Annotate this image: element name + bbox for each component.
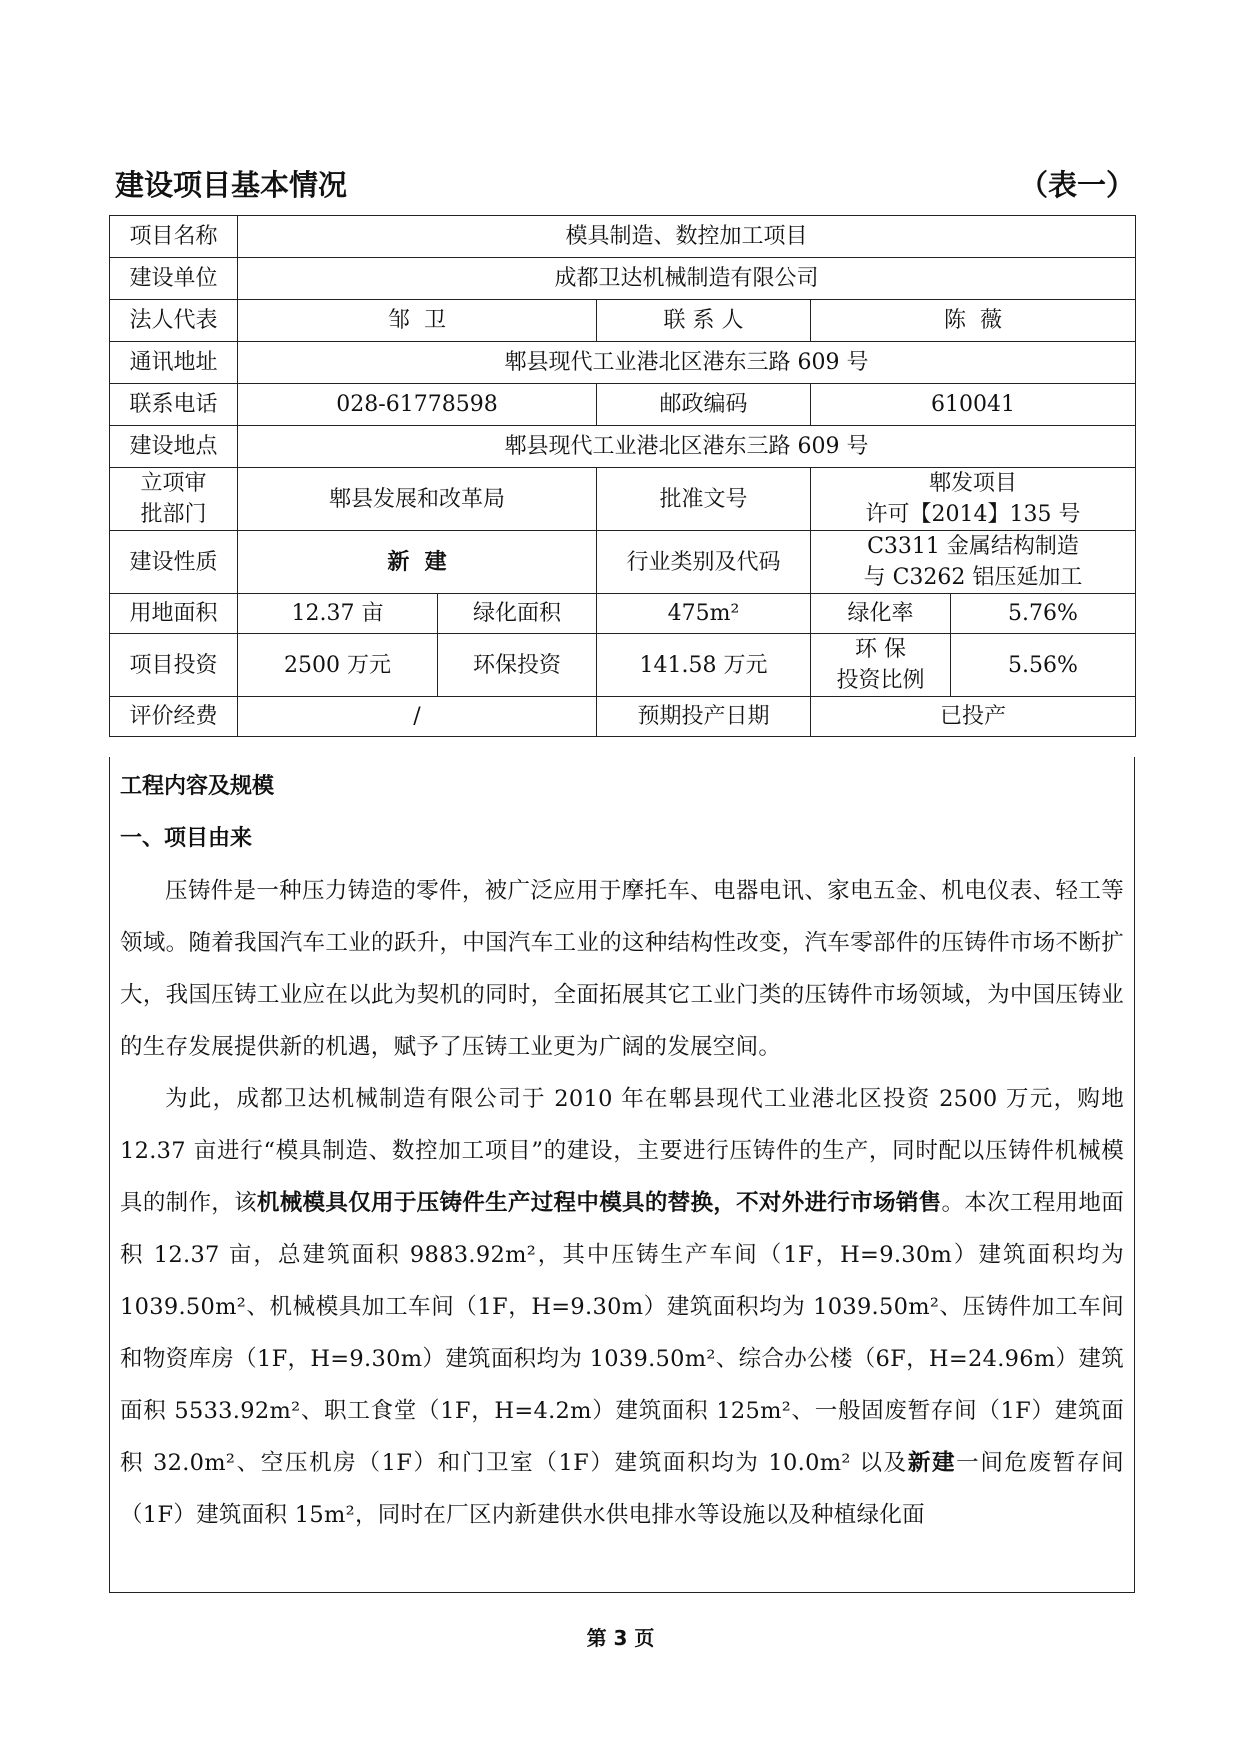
- phone-label: 联系电话: [110, 384, 238, 426]
- paragraph-2: [120, 1073, 1124, 1541]
- legal-rep: 邹 卫: [238, 300, 597, 342]
- eval-fee: /: [238, 697, 597, 737]
- address-label: 通讯地址: [110, 342, 238, 384]
- title-row: [115, 163, 1135, 203]
- table-row: [110, 468, 1136, 531]
- investment: 2500 万元: [238, 634, 438, 697]
- env-ratio: 5.56%: [951, 634, 1136, 697]
- table-row: [110, 634, 1136, 697]
- paragraph-2-bold: 机械模具仅用于压铸件生产过程中模具的替换，不对外进行市场销售: [256, 1190, 942, 1216]
- project-name: 模具制造、数控加工项目: [238, 216, 1136, 258]
- land-area-label: 用地面积: [110, 594, 238, 634]
- land-area: 12.37 亩: [238, 594, 438, 634]
- approval-no-line1: 郫发项目: [928, 471, 1017, 496]
- contact-label: 联 系 人: [597, 300, 811, 342]
- page-number: 第 3 页: [586, 1626, 655, 1650]
- approval-dept: 郫县发展和改革局: [238, 468, 597, 531]
- paragraph-2-part-b: 。本次工程用地面积 12.37 亩，总建筑面积 9883.92m²，其中压铸生产车间（1F，H=9.30m）建筑面积均为 1039.50m²、机械模具加工车间（1F，H=9.30m）建筑面积均为 1039.50m²、压铸件加工车间和物资库房（1F，H=9.30m）建筑面积均为 1039.50m²、综合办公楼（6F，H=24.96m）建筑面积 5533.92m²、职工食堂（1F，H=4.2m）建筑面积 125m²、一般固废暂存间（1F）建筑面积 32.0m²、空压机房（1F）和门卫室（1F）建筑面积均为 10.0m² 以及: [120, 1190, 1124, 1476]
- industry-line1: C3311 金属结构制造: [867, 534, 1079, 559]
- page-title: 建设项目基本情况: [115, 167, 348, 202]
- env-ratio-label-line2: 投资比例: [836, 668, 925, 693]
- paragraph-2-part-a: 为此，成都卫达机械制造有限公司于 2010 年在郫县现代工业港北区投资 2500 万元，购地 12.37 亩进行“模具制造、数控加工项目”的建设，主要进行压铸件的生产，同时配以压铸件机械模具的制作，该: [120, 1086, 1124, 1216]
- green-rate: 5.76%: [951, 594, 1136, 634]
- project-info-table: [109, 215, 1136, 737]
- approval-no-line2: 许可【2014】135 号: [865, 502, 1081, 527]
- builder: 成都卫达机械制造有限公司: [238, 258, 1136, 300]
- approval-dept-label: [110, 468, 238, 531]
- postcode-label: 邮政编码: [597, 384, 811, 426]
- production-date: 已投产: [811, 697, 1136, 737]
- table-row: [110, 384, 1136, 426]
- sub-title: 一、项目由来: [120, 826, 253, 851]
- approval-dept-label-line2: 批部门: [140, 502, 207, 527]
- table-row: [110, 594, 1136, 634]
- industry-line2: 与 C3262 铝压延加工: [863, 565, 1083, 590]
- site: 郫县现代工业港北区港东三路 609 号: [238, 426, 1136, 468]
- table-row: [110, 216, 1136, 258]
- env-investment: 141.58 万元: [597, 634, 811, 697]
- approval-no: [811, 468, 1136, 531]
- env-ratio-label: [811, 634, 951, 697]
- nature: 新 建: [238, 531, 597, 594]
- table-row: [110, 426, 1136, 468]
- green-area: 475m²: [597, 594, 811, 634]
- green-area-label: 绿化面积: [438, 594, 597, 634]
- address: 郫县现代工业港北区港东三路 609 号: [238, 342, 1136, 384]
- table-row: [110, 342, 1136, 384]
- builder-label: 建设单位: [110, 258, 238, 300]
- table-label: （表一）: [1018, 167, 1135, 202]
- project-name-label: 项目名称: [110, 216, 238, 258]
- industry-label: 行业类别及代码: [597, 531, 811, 594]
- paragraph-2-bold-2: 新建: [907, 1450, 957, 1476]
- production-date-label: 预期投产日期: [597, 697, 811, 737]
- table-row: [110, 258, 1136, 300]
- table-row: [110, 300, 1136, 342]
- contact: 陈 薇: [811, 300, 1136, 342]
- paragraph-2-part-c: 一间危废暂存间（1F）建筑面积 15m²，同时在厂区内新建供水供电排水等设施以及种植绿化面: [120, 1450, 1124, 1528]
- investment-label: 项目投资: [110, 634, 238, 697]
- legal-rep-label: 法人代表: [110, 300, 238, 342]
- industry: [811, 531, 1136, 594]
- paragraph-1: 压铸件是一种压力铸造的零件，被广泛应用于摩托车、电器电讯、家电五金、机电仪表、轻工等领域。随着我国汽车工业的跃升，中国汽车工业的这种结构性改变，汽车零部件的压铸件市场不断扩大，我国压铸工业应在以此为契机的同时，全面拓展其它工业门类的压铸件市场领域，为中国压铸业的生存发展提供新的机遇，赋予了压铸工业更为广阔的发展空间。: [120, 878, 1124, 1060]
- env-ratio-label-line1: 环 保: [855, 637, 906, 662]
- table-row: [110, 531, 1136, 594]
- section-title: 工程内容及规模: [120, 774, 275, 799]
- green-rate-label: 绿化率: [811, 594, 951, 634]
- env-investment-label: 环保投资: [438, 634, 597, 697]
- content-section: [109, 757, 1135, 1593]
- phone: 028-61778598: [238, 384, 597, 426]
- postcode: 610041: [811, 384, 1136, 426]
- site-label: 建设地点: [110, 426, 238, 468]
- eval-fee-label: 评价经费: [110, 697, 238, 737]
- table-row: [110, 697, 1136, 737]
- approval-dept-label-line1: 立项审: [140, 471, 207, 496]
- nature-label: 建设性质: [110, 531, 238, 594]
- approval-no-label: 批准文号: [597, 468, 811, 531]
